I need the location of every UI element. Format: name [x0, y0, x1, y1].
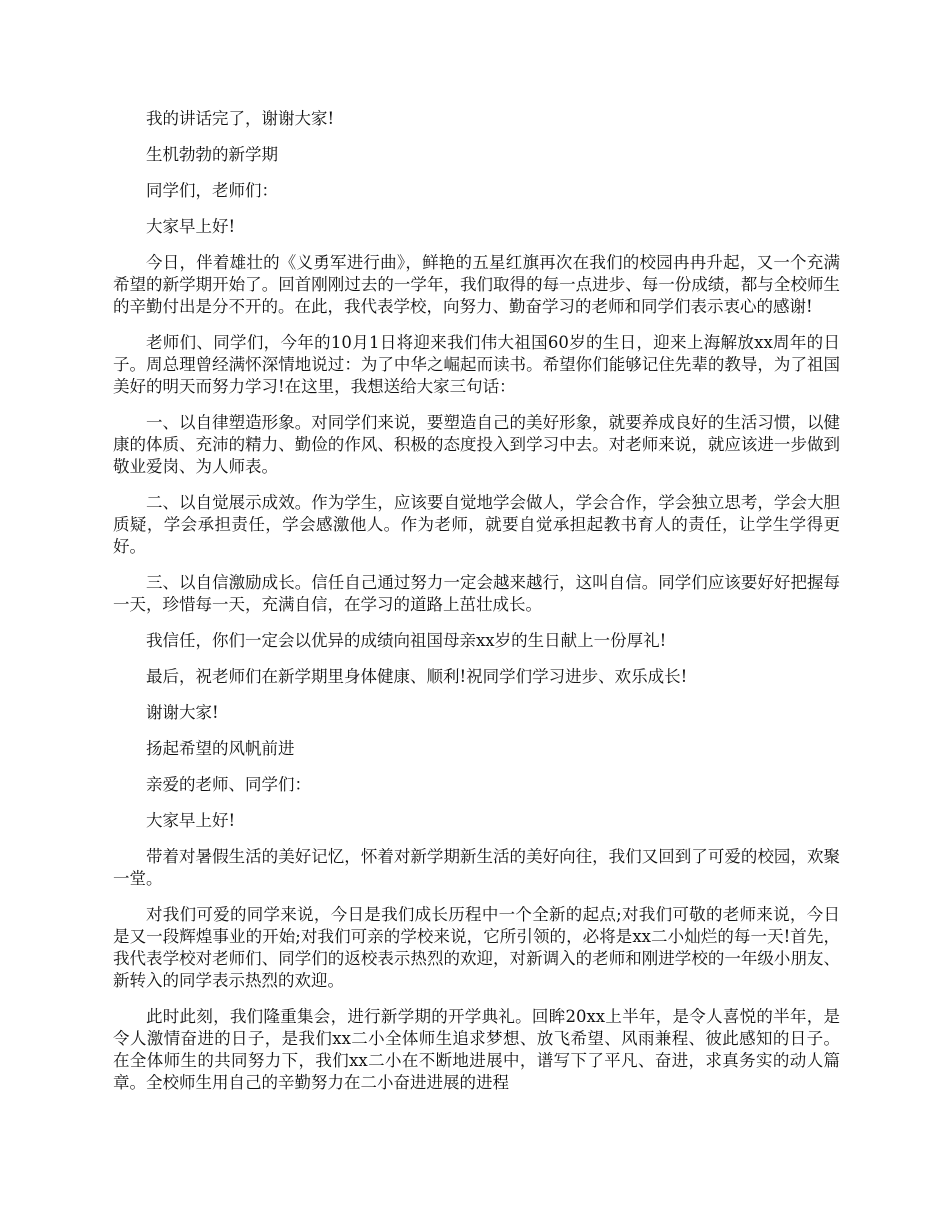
paragraph-body: 我信任，你们一定会以优异的成绩向祖国母亲xx岁的生日献上一份厚礼! [146, 631, 667, 650]
paragraph-body: 老师们、同学们，今年的10月1日将迎来我们伟大祖国60岁的生日，迎来上海解放xx周年的日子。周总理曾经满怀深情地说过：为了中华之崛起而读书。希望你们能够记住先辈的教导，为了祖国美好的明天而努力学习!在这里，我想送给大家三句话： [113, 333, 840, 396]
paragraph-greeting: 大家早上好! [146, 811, 236, 830]
paragraph-body: 此时此刻，我们隆重集会，进行新学期的开学典礼。回眸20xx上半年，是令人喜悦的半年，是令人激情奋进的日子，是我们xx二小全体师生追求梦想、放飞希望、风雨兼程、彼此感知的日子。在全体师生的共同努力下，我们xx二小在不断地进展中，谱写下了平凡、奋进，求真务实的动人篇章。全校师生用自己的辛勤努力在二小奋进进展的进程 [113, 1007, 840, 1092]
paragraph-salutation: 亲爱的老师、同学们： [146, 775, 311, 794]
paragraph-thanks: 谢谢大家! [146, 703, 219, 722]
document-body [113, 108, 840, 1108]
paragraph-point-three: 三、以自信激励成长。信任自己通过努力一定会越来越行，这叫自信。同学们应该要好好把握每一天，珍惜每一天，充满自信，在学习的道路上茁壮成长。 [113, 573, 840, 614]
paragraph-closing-remark: 我的讲话完了，谢谢大家! [146, 109, 335, 128]
paragraph-body: 最后，祝老师们在新学期里身体健康、顺利!祝同学们学习进步、欢乐成长! [146, 667, 688, 686]
speech-title-sail-of-hope: 扬起希望的风帆前进 [146, 739, 295, 758]
paragraph-body: 对我们可爱的同学来说，今日是我们成长历程中一个全新的起点;对我们可敬的老师来说，今日是又一段辉煌事业的开始;对我们可亲的学校来说，它所引领的，必将是xx二小灿烂的每一天!首先，我代表学校对老师们、同学们的返校表示热烈的欢迎，对新调入的老师和刚进学校的一年级小朋友、新转入的同学表示热烈的欢迎。 [113, 905, 840, 990]
speech-title-new-semester: 生机勃勃的新学期 [146, 145, 278, 164]
paragraph-greeting: 大家早上好! [146, 217, 236, 236]
paragraph-point-two: 二、以自觉展示成效。作为学生，应该要自觉地学会做人，学会合作，学会独立思考，学会大胆质疑，学会承担责任，学会感激他人。作为老师，就要自觉承担起教书育人的责任，让学生学得更好。 [113, 493, 840, 556]
paragraph-point-one: 一、以自律塑造形象。对同学们来说，要塑造自己的美好形象，就要养成良好的生活习惯，以健康的体质、充沛的精力、勤俭的作风、积极的态度投入到学习中去。对老师来说，就应该进一步做到敬业爱岗、为人师表。 [113, 413, 840, 476]
paragraph-body: 带着对暑假生活的美好记忆，怀着对新学期新生活的美好向往，我们又回到了可爱的校园，欢聚一堂。 [113, 847, 840, 888]
paragraph-body: 今日，伴着雄壮的《义勇军进行曲》，鲜艳的五星红旗再次在我们的校园冉冉升起，又一个充满希望的新学期开始了。回首刚刚过去的一学年，我们取得的每一点进步、每一份成绩，都与全校师生的辛勤付出是分不开的。在此，我代表学校，向努力、勤奋学习的老师和同学们表示衷心的感谢! [113, 253, 840, 316]
paragraph-salutation: 同学们，老师们： [146, 181, 278, 200]
